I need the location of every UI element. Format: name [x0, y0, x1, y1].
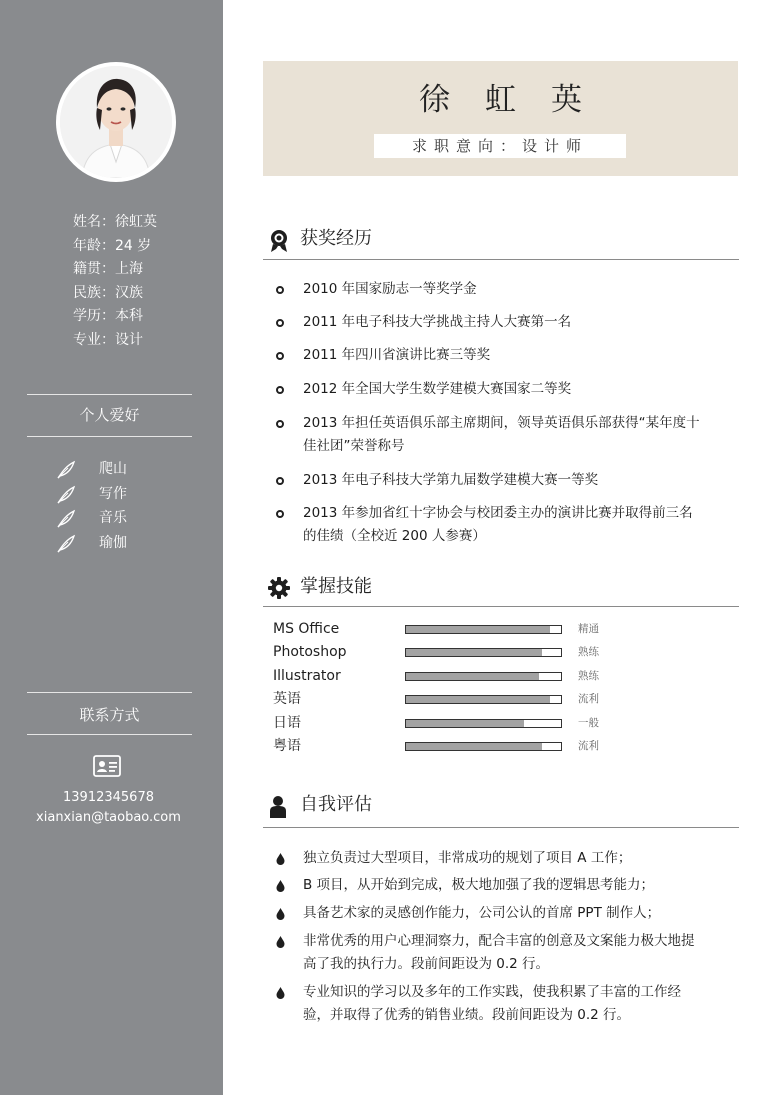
phone-number: 13912345678: [63, 790, 154, 805]
info-ethnicity: 民族：汉族: [73, 284, 143, 301]
skill-progress-fill: [406, 696, 550, 703]
info-hometown: 籍贯：上海: [73, 261, 143, 277]
skill-progress-bar: [405, 719, 562, 728]
skill-name: 英语: [273, 691, 301, 707]
job-intent: 求职意向：设计师: [374, 134, 626, 158]
skills-title: 掌握技能: [300, 576, 372, 597]
hobby-label: 瑜伽: [99, 535, 127, 551]
skill-progress-fill: [406, 649, 542, 656]
bullet-icon: [276, 319, 284, 327]
bullet-icon: [276, 352, 284, 360]
skill-row: [273, 667, 733, 687]
skill-level: 流利: [578, 740, 599, 752]
email-address: xianxian@taobao.com: [36, 810, 181, 825]
bullet-icon: [276, 386, 284, 394]
divider: [27, 692, 192, 693]
hobby-label: 写作: [99, 486, 127, 502]
skill-progress-bar: [405, 648, 562, 657]
profile-photo-illustration: [60, 66, 172, 178]
skill-row: [273, 690, 733, 710]
info-age: 年龄：24 岁: [73, 237, 152, 254]
evaluation-title: 自我评估: [300, 794, 372, 815]
profile-photo: [60, 66, 172, 178]
name-header: [263, 61, 738, 176]
feather-icon: [56, 485, 76, 505]
skill-progress-bar: [405, 672, 562, 681]
award-text: 2013 年参加省红十字协会与校团委主办的演讲比赛并取得前三名的佳绩（全校近 200 人参赛）: [303, 505, 693, 544]
evaluation-text: 专业知识的学习以及多年的工作实践，使我积累了丰富的工作经验，并取得了优秀的销售业绩。段前间距设为 0.2 行。: [303, 984, 681, 1023]
evaluation-text: 具备艺术家的灵感创作能力，公司公认的首席 PPT 制作人；: [303, 905, 661, 921]
award-text: 2011 年电子科技大学挑战主持人大赛第一名: [303, 314, 572, 330]
hobby-item: [56, 533, 196, 555]
hobbies-title: 个人爱好: [79, 406, 140, 424]
gear-icon: [268, 577, 290, 599]
hobby-label: 音乐: [99, 510, 127, 526]
info-major: 专业：设计: [73, 331, 143, 348]
id-card-icon: [93, 755, 121, 777]
drop-bullet-icon: [276, 853, 285, 865]
candidate-name: 徐虹英: [419, 82, 617, 118]
drop-bullet-icon: [276, 908, 285, 920]
feather-icon: [56, 509, 76, 529]
skill-row: [273, 737, 733, 757]
award-text: 2010 年国家励志一等奖学金: [303, 281, 477, 297]
hobby-item: [56, 459, 196, 481]
skill-row: [273, 643, 733, 663]
skill-level: 精通: [578, 623, 599, 635]
skill-progress-bar: [405, 695, 562, 704]
skill-row: [273, 620, 733, 640]
skill-name: Illustrator: [273, 668, 341, 684]
evaluation-text: 非常优秀的用户心理洞察力，配合丰富的创意及文案能力极大地提高了我的执行力。段前间距设为 0.2 行。: [303, 933, 695, 972]
feather-icon: [56, 460, 76, 480]
hobby-label: 爬山: [99, 461, 127, 477]
section-rule: [263, 606, 739, 607]
bullet-icon: [276, 286, 284, 294]
skill-name: Photoshop: [273, 644, 347, 660]
skill-name: 日语: [273, 715, 301, 731]
bullet-icon: [276, 420, 284, 428]
skill-progress-fill: [406, 743, 542, 750]
award-text: 2011 年四川省演讲比赛三等奖: [303, 347, 491, 363]
contact-title: 联系方式: [79, 706, 140, 724]
skill-level: 一般: [578, 717, 599, 729]
divider: [27, 734, 192, 735]
award-medal-icon: [268, 229, 290, 253]
section-rule: [263, 259, 739, 260]
awards-title: 获奖经历: [300, 228, 372, 249]
feather-icon: [56, 534, 76, 554]
skill-level: 流利: [578, 693, 599, 705]
bullet-icon: [276, 477, 284, 485]
skill-level: 熟练: [578, 646, 599, 658]
info-education: 学历：本科: [73, 308, 143, 324]
bullet-icon: [276, 510, 284, 518]
section-rule: [263, 827, 739, 828]
drop-bullet-icon: [276, 987, 285, 999]
skill-progress-fill: [406, 720, 524, 727]
skill-progress-fill: [406, 673, 539, 680]
info-name: 姓名：徐虹英: [73, 214, 157, 230]
drop-bullet-icon: [276, 880, 285, 892]
skill-progress-bar: [405, 742, 562, 751]
skill-progress-bar: [405, 625, 562, 634]
evaluation-text: B 项目，从开始到完成，极大地加强了我的逻辑思考能力；: [303, 877, 655, 893]
avatar: [56, 62, 176, 182]
skill-progress-fill: [406, 626, 550, 633]
skill-level: 熟练: [578, 670, 599, 682]
skill-name: 粤语: [273, 738, 301, 754]
drop-bullet-icon: [276, 936, 285, 948]
divider: [27, 436, 192, 437]
person-icon: [268, 795, 288, 819]
sidebar: [0, 0, 223, 1095]
personal-info: [73, 211, 157, 352]
skill-name: MS Office: [273, 621, 340, 637]
skill-row: [273, 714, 733, 734]
award-text: 2012 年全国大学生数学建模大赛国家二等奖: [303, 381, 572, 397]
award-text: 2013 年担任英语俱乐部主席期间，领导英语俱乐部获得“某年度十佳社团”荣誉称号: [303, 415, 700, 454]
evaluation-text: 独立负责过大型项目，非常成功的规划了项目 A 工作；: [303, 850, 632, 866]
award-text: 2013 年电子科技大学第九届数学建模大赛一等奖: [303, 472, 599, 488]
hobby-item: [56, 484, 196, 506]
divider: [27, 394, 192, 395]
hobby-item: [56, 508, 196, 530]
